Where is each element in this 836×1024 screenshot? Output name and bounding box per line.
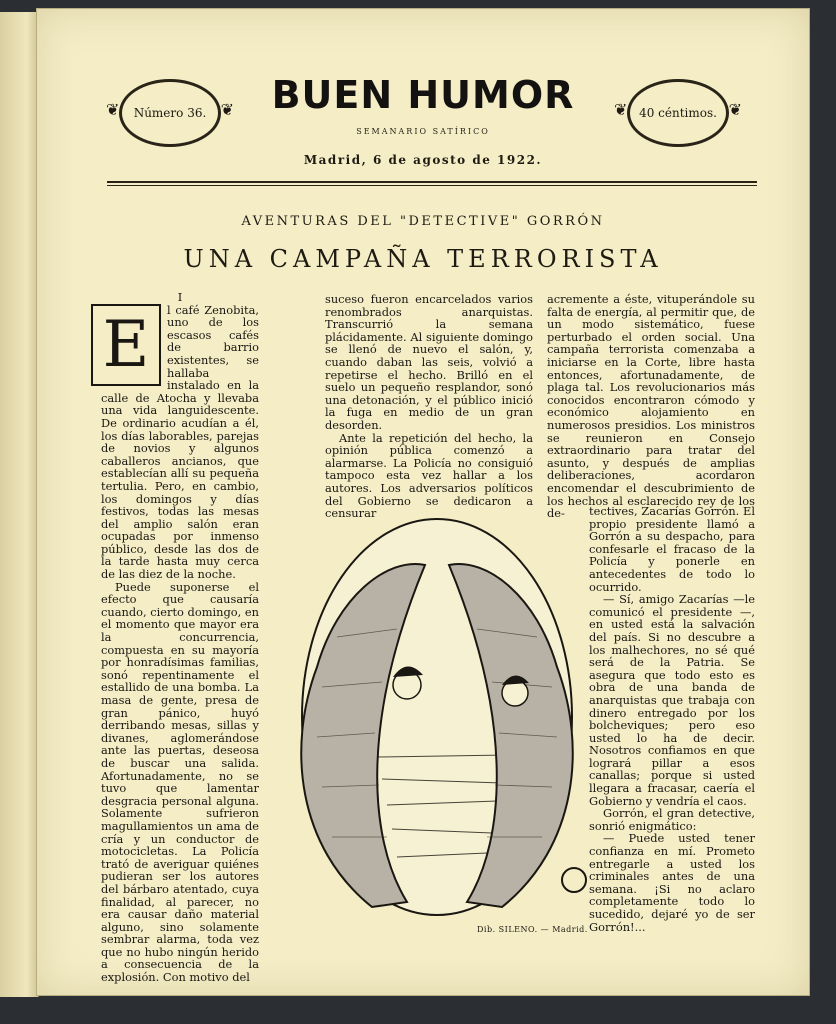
issue-price: 40 céntimos. bbox=[639, 106, 717, 120]
magazine-subtitle: SEMANARIO SATÍRICO bbox=[356, 127, 490, 136]
section-number: I bbox=[177, 290, 183, 304]
illustration-caption: Dib. SILENO. — Madrid. bbox=[477, 925, 588, 934]
drop-cap bbox=[91, 304, 161, 386]
paragraph: Gorrón, el gran detective, sonrió enigmático: bbox=[589, 806, 755, 833]
bow-ornament-icon: ❦ bbox=[728, 100, 742, 119]
dateline: Madrid, 6 de agosto de 1922. bbox=[303, 153, 543, 167]
text-column-1 bbox=[101, 291, 259, 984]
drop-cap-letter: E bbox=[102, 307, 150, 382]
paragraph: l café Zenobita, uno de los escasos cafés de barrio existentes, se hallaba instalado en la calle de Atocha y llevaba una vida languidescente. De ordinario acudían a él, los días laborables, parejas de novios y algunos caballeros ancianos, que establecían allí su pequeña tertulia. Pero, en cambio, los domingos y días festivos, todas las mesas del amplio salón eran ocupadas por inmenso público, desde las dos de la tarde hasta muy cerca de las diez de la noche. bbox=[101, 302, 259, 582]
text-column-2 bbox=[325, 293, 533, 520]
article-kicker: AVENTURAS DEL "DETECTIVE" GORRÓN bbox=[241, 214, 605, 229]
paragraph: Ante la repetición del hecho, la opinión pública comenzó a alarmarse. La Policía no consiguió tampoco esta vez hallar a los autores. Los adversarios políticos del Gobierno se dedicaron a censurar bbox=[325, 430, 533, 521]
paragraph: suceso fueron encarcelados varios renombrados anarquistas. Transcurrió la semana plácidamente. Al siguiente domingo se llenó de nuevo el salón, y, cuando daban las seis, volvió a repetirse el hecho. Brilló en el suelo un pequeño resplandor, sonó una detonación, y el público inició la fuga en medio de un gran desorden. bbox=[325, 292, 533, 432]
book-binding bbox=[0, 12, 39, 997]
magazine-title: BUEN HUMOR bbox=[271, 73, 575, 117]
bow-ornament-icon: ❦ bbox=[220, 100, 234, 119]
paragraph: acremente a éste, vituperándole su falta de energía, al permitir que, de un modo sistemático, fuese perturbado el orden social. Una campaña terrorista comenzaba a iniciarse en la Corte, libre hasta entonces, afortunadamente, de plaga tal. Los revolucionarios más conocidos encontraron cómodo y económico alojamiento en numerosos presidios. Los ministros se reunieron en Consejo extraordinario para tratar del asunto, y después de amplias deliberaciones, acordaron encomendar el descubrimiento de los hechos al esclarecido rey de los de- bbox=[547, 292, 755, 521]
price-oval bbox=[614, 79, 742, 147]
text-column-3 bbox=[547, 293, 755, 520]
bow-ornament-icon: ❦ bbox=[106, 100, 120, 119]
paragraph: tectives, Zacarías Gorrón. El propio presidente llamó a Gorrón a su despacho, para confesarle el fracaso de la Policía y ponerle en antecedentes de todo lo ocurrido. bbox=[589, 504, 755, 594]
masthead-rule bbox=[107, 181, 757, 183]
masthead bbox=[37, 9, 809, 189]
text-column-3-continued bbox=[589, 505, 755, 933]
article-headline: UNA CAMPAÑA TERRORISTA bbox=[183, 245, 663, 273]
issue-number: Número 36. bbox=[133, 106, 207, 120]
paragraph: Puede suponerse el efecto que causaría cuando, cierto domingo, en el momento que mayor era la concurrencia, compuesta en su mayoría por honradísimas familias, sonó repentinamente el estallido de una bomba. La masa de gente, presa de gran pánico, huyó derribando mesas, sillas y divanes, aglomerándose ante las puertas, deseosa de buscar una salida. Afortunadamente, no se tuvo que lamentar desgracia personal alguna. Solamente sufrieron magullamientos un ama de cría y un conductor de motocicletas. La Policía trató de averiguar quiénes pudieran ser los autores del bárbaro atentado, cuya finalidad, al parecer, no era causar daño material alguno, sino solamente sembrar alarma, toda vez que no hubo ningún herido a consecuencia de la explosión. Con motivo del bbox=[101, 579, 259, 985]
illustration-letter-o bbox=[277, 517, 597, 927]
paragraph: — Puede usted tener confianza en mí. Prometo entregarle a usted los criminales antes de una semana. ¡Si no aclaro completamente todo lo sucedido, dejaré yo de ser Gorrón!... bbox=[589, 831, 755, 934]
masthead-rule-thin bbox=[107, 185, 757, 186]
magazine-page bbox=[36, 8, 810, 996]
artist-monogram-icon bbox=[561, 867, 587, 893]
paragraph: — Sí, amigo Zacarías —le comunicó el presidente —, en usted está la salvación del país. Si no descubre a los malhechores, no sé qué será de la Patria. Se asegura que todo esto es obra de una banda de anarquistas que trabaja con dinero entregado por los bolcheviques; pero eso usted lo ha de decir. Nosotros confiamos en que logrará pillar a esos canallas; porque si usted llegara a fracasar, caería el Gobierno y vendría el caos. bbox=[589, 592, 755, 808]
bow-ornament-icon: ❦ bbox=[614, 100, 628, 119]
